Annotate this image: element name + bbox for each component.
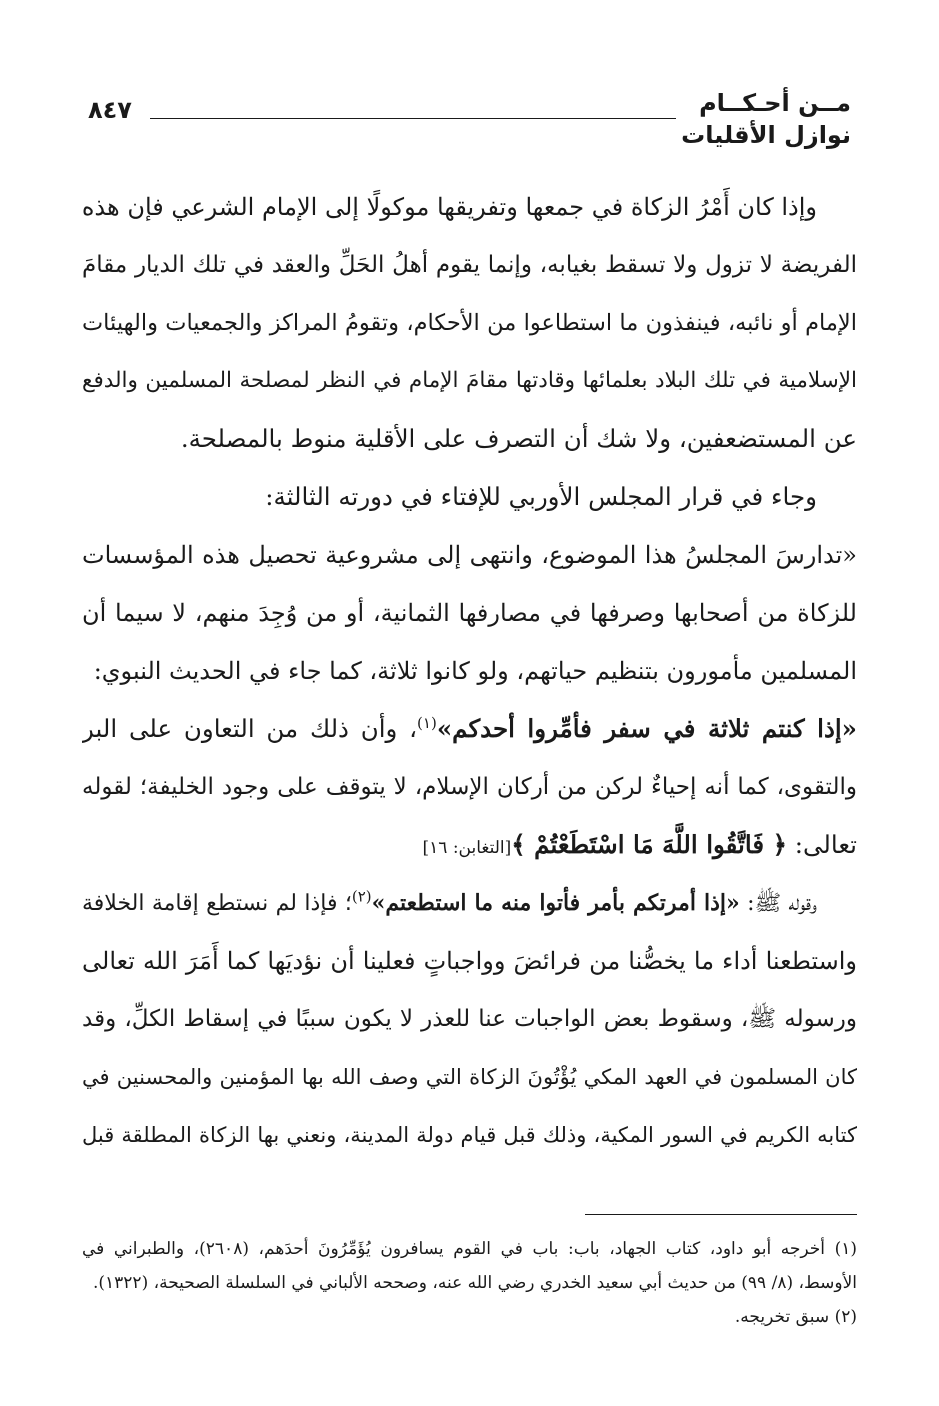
footnote-ref-2[interactable]: (٢)	[351, 887, 372, 906]
ayah-reference: [التغابن: ١٦]	[422, 838, 512, 858]
page-number: ٨٤٧	[88, 96, 132, 124]
body-line: الإمام أو نائبه، فينفذون ما استطاعوا من الأحكام، وتقومُ المراكز والجمعيات والهيئات	[82, 310, 857, 336]
body-line: المسلمين مأمورون بتنظيم حياتهم، ولو كانوا ثلاثة، كما جاء في الحديث النبوي:	[93, 657, 857, 685]
running-title-line1: مــن أحـكــام	[699, 89, 851, 117]
footnote-1: (١) أخرجه أبو داود، كتاب الجهاد، باب: باب في القوم يسافرون يُؤَمِّرُونَ أحدَهم، (٢٦٠٨)، والطبراني في	[82, 1239, 857, 1259]
body-line: للزكاة من أصحابها وصرفها في مصارفها الثمانية، أو من وُجِدَ منهم، لا سيما أن	[82, 599, 857, 627]
hadith-quote: «إذا أمرتكم بأمر فأتوا منه ما استطعتم»	[371, 890, 740, 916]
body-line: واستطعنا أداء ما يخصُّنا من فرائضَ وواجباتٍ فعلينا أن نؤديَها كما أَمَرَ الله تعالى	[82, 947, 857, 975]
footnote-1-cont: الأوسط، (٨/ ٩٩) من حديث أبي سعيد الخدري رضي الله عنه، وصححه الألباني في السلسلة الصحيحة، (١٣٢٢).	[92, 1273, 857, 1293]
body-line-rest: ، وأن ذلك من التعاون على البر	[82, 714, 418, 743]
page-header	[88, 88, 851, 168]
body-line: كتابه الكريم في السور المكية، وذلك قبل قيام دولة المدينة، ونعني بها الزكاة المطلقة قبل	[82, 1123, 857, 1147]
running-title	[681, 88, 851, 152]
footnote-2: (٢) سبق تخريجه.	[734, 1307, 857, 1327]
body-line: «تدارسَ المجلسُ هذا الموضوع، وانتهى إلى مشروعية تحصيل هذه المؤسسات	[82, 541, 857, 569]
body-line: وجاء في قرار المجلس الأوربي للإفتاء في دورته الثالثة:	[265, 482, 817, 511]
quran-ayah: ﴿ فَاتَّقُوا اللَّهَ مَا اسْتَطَعْتُمْ ﴾	[511, 830, 787, 859]
body-line-hadith	[82, 874, 857, 932]
footnote-ref-1[interactable]: (١)	[417, 713, 437, 732]
ayah-prefix: تعالى:	[794, 830, 857, 859]
hadith-prefix: وقوله ﷺ:	[747, 891, 817, 916]
body-line-ayah	[82, 816, 857, 874]
body-text	[82, 178, 857, 1164]
body-line-hadith	[82, 700, 857, 758]
body-line: الإسلامية في تلك البلاد بعلمائها وقادتها مقامَ الإمام في النظر لمصلحة المسلمين والدفع	[82, 368, 857, 393]
body-line: الفريضة لا تزول ولا تسقط بغيابه، وإنما يقوم أهلُ الحَلِّ والعقد في تلك الديار مقامَ	[82, 252, 857, 278]
running-title-line2: نوازل الأقليات	[681, 121, 851, 149]
body-line: كان المسلمون في العهد المكي يُؤْتُونَ الزكاة التي وصف الله بها المؤمنين والمحسنين في	[82, 1065, 857, 1089]
header-rule	[150, 118, 676, 119]
body-line: ورسوله ﷺ، وسقوط بعض الواجبات عنا للعذر لا يكون سببًا في إسقاط الكلِّ، وقد	[82, 1006, 857, 1032]
body-line: عن المستضعفين، ولا شك أن التصرف على الأقلية منوط بالمصلحة.	[180, 424, 857, 453]
hadith-quote: «إذا كنتم ثلاثة في سفر فأمِّروا أحدكم»	[436, 714, 857, 743]
footnote-rule	[585, 1214, 857, 1215]
body-line: والتقوى، كما أنه إحياءٌ لركن من أركان الإسلام، لا يتوقف على وجود الخليفة؛ لقوله	[82, 774, 857, 800]
footnotes	[82, 1232, 857, 1334]
body-line: وإذا كان أَمْرُ الزكاة في جمعها وتفريقها موكولًا إلى الإمام الشرعي فإن هذه	[82, 193, 817, 221]
body-line-rest: ؛ فإذا لم نستطع إقامة الخلافة	[82, 891, 352, 916]
